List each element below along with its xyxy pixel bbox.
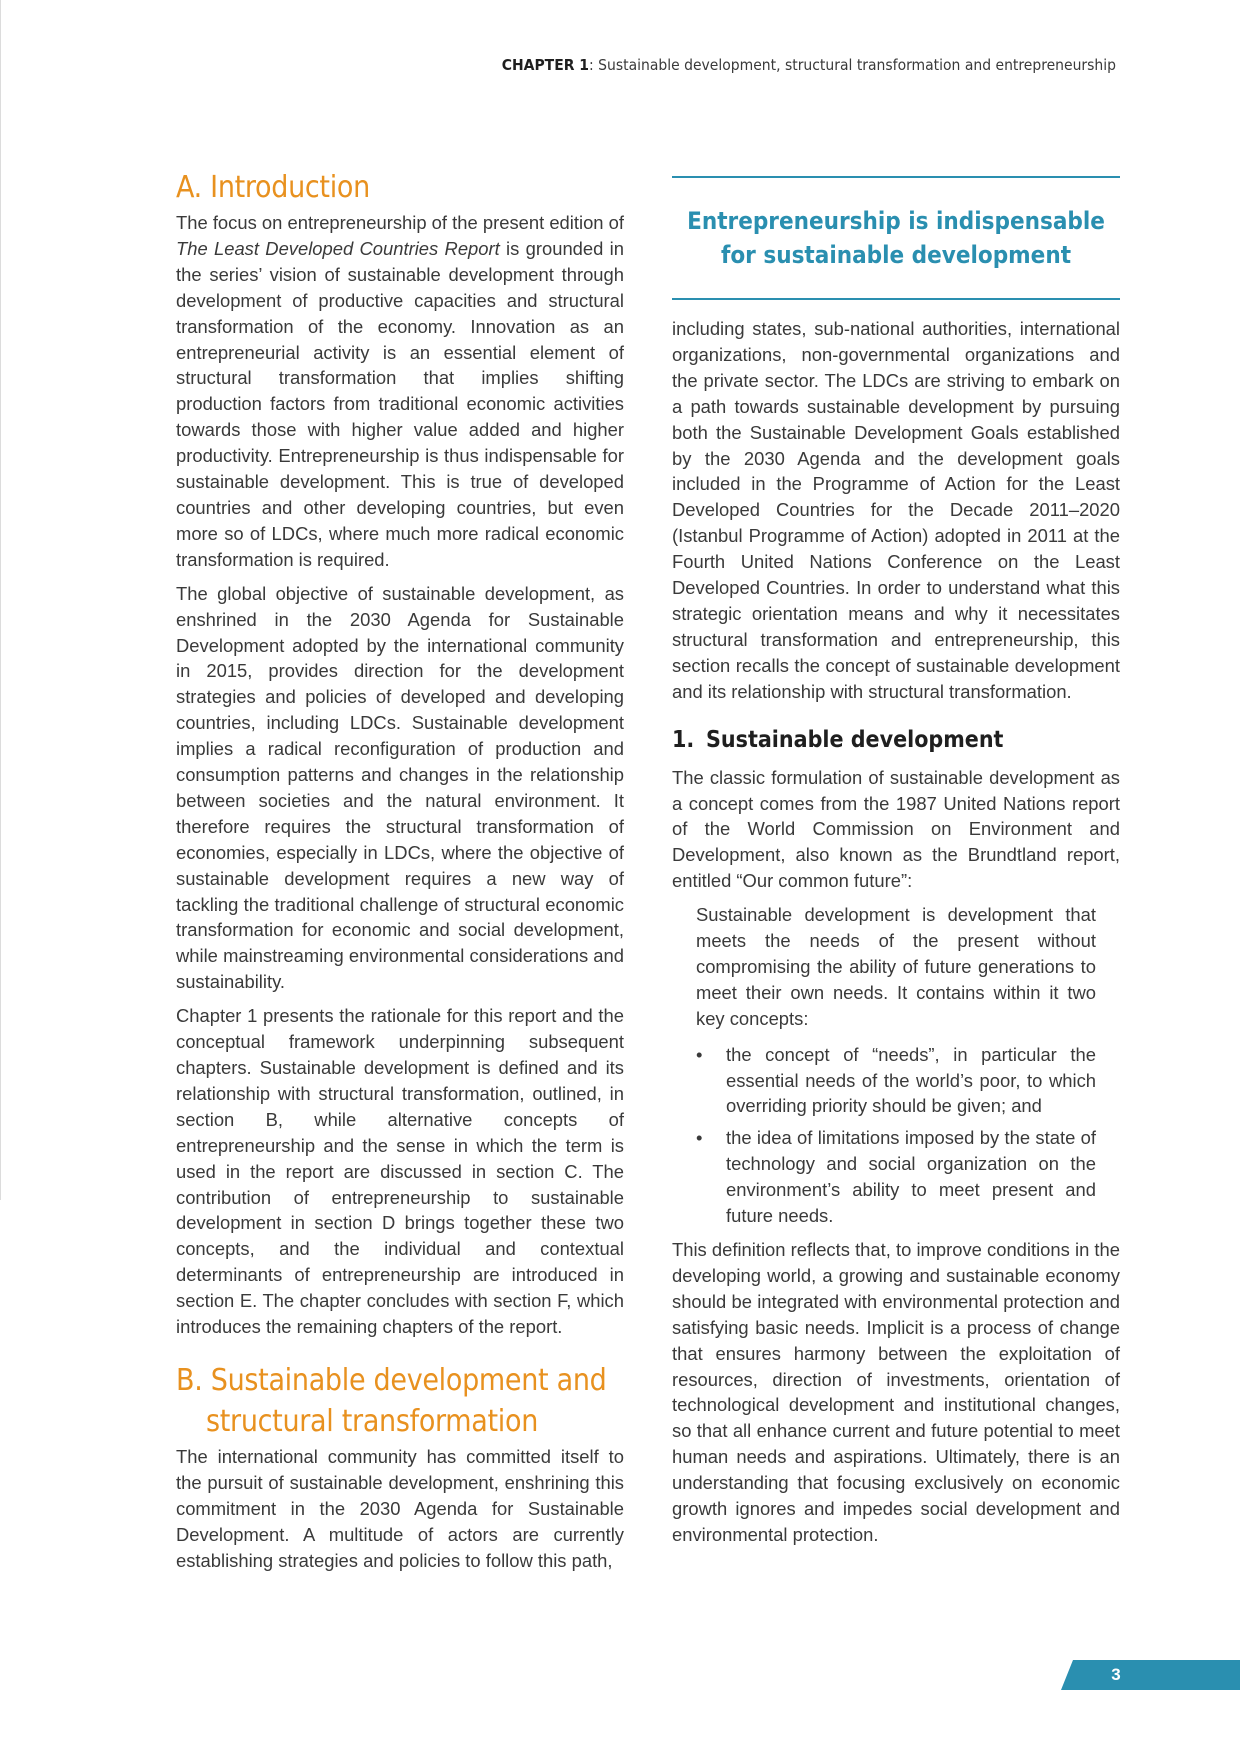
subsection-heading	[672, 725, 1120, 755]
left-column	[176, 165, 624, 1582]
bullet-icon: •	[696, 1043, 703, 1065]
section-a-paragraph-2: The global objective of sustainable development, as enshrined in the 2030 Agenda for Sustainable Development adopted by the international community in 2015, provides direction for the development strategies and policies of developed and developing countries, including LDCs. Sustainable development implies a radical reconfiguration of production and consumption patterns and changes in the relationship between societies and the natural environment. It therefore requires the structural transformation of economies, especially in LDCs, where the objective of sustainable development requires a new way of tackling the traditional challenge of structural economic transformation for economic and social development, while mainstreaming environmental considerations and sustainability.	[176, 582, 624, 993]
page-number: 3	[1111, 1665, 1121, 1684]
section-b-paragraph-1: The international community has committed itself to the pursuit of sustainable development, enshrining this commitment in the 2030 Agenda for Sustainable Development. A multitude of actors are currently establishing strategies and policies to follow this path,	[176, 1445, 624, 1571]
page-edge-line	[0, 0, 1, 1200]
list-item	[696, 1042, 1096, 1120]
bullet-icon: •	[696, 1127, 703, 1149]
chapter-title: : Sustainable development, structural transformation and entrepreneurship	[589, 56, 1116, 74]
chapter-label: CHAPTER 1	[501, 56, 590, 74]
classic-formulation-paragraph: The classic formulation of sustainable development as a concept comes from the 1987 United Nations report of the World Commission on Environment and Development, also known as the Brundtland report, entitled “Our common future”:	[672, 766, 1120, 892]
page-number-tab	[1061, 1660, 1240, 1690]
bullet-text: the idea of limitations imposed by the state of technology and social organization on the environment’s ability to meet present and future needs.	[726, 1127, 1096, 1227]
brundtland-quote	[696, 902, 1096, 1032]
definition-paragraph: This definition reflects that, to improve conditions in the developing world, a growing and sustainable economy should be integrated with environmental protection and satisfying basic needs. Implicit is a process of change that ensures harmony between the exploitation of resources, direction of investments, orientation of technological development and institutional changes, so that all enhance current and future potential to meet human needs and aspirations. Ultimately, there is an understanding that focusing exclusively on economic growth ignores and impedes social development and environmental protection.	[672, 1239, 1120, 1545]
list-item	[696, 1125, 1096, 1229]
running-header	[502, 56, 1116, 74]
right-column	[672, 176, 1120, 1556]
p1-text-end: is grounded in the series’ vision of sustainable development through development of productive capacities and structural transformation of the economy. Innovation as an entrepreneurial activity is an essential element of structural transformation that implies shifting production factors from traditional economic activities towards those with higher value added and higher productivity. Entrepreneurship is thus indispensable for sustainable development. This is true of developed countries and other developing countries, but even more so of LDCs, where much more radical economic transformation is required.	[176, 237, 624, 570]
subsection-title: Sustainable development	[706, 726, 1004, 753]
section-a-paragraph-3: Chapter 1 presents the rationale for this report and the conceptual framework underpinning subsequent chapters. Sustainable development is defined and its relationship with structural transformation, outlined, in section B, while alternative concepts of entrepreneurship and the sense in which the term is used in the report are discussed in section C. The contribution of entrepreneurship to sustainable development in section D brings together these two concepts, and the individual and contextual determinants of entrepreneurship are introduced in section E. The chapter concludes with section F, which introduces the remaining chapters of the report.	[176, 1005, 624, 1338]
section-a-paragraph-1	[176, 210, 624, 573]
p1-text-start: The focus on entrepreneurship of the present edition of	[176, 212, 624, 233]
section-a-heading: A. Introduction	[176, 170, 370, 205]
quote-bullet-list	[696, 1042, 1096, 1229]
bullet-text: the concept of “needs”, in particular the essential needs of the world’s poor, to which overriding priority should be given; and	[726, 1043, 1096, 1117]
subsection-number: 1.	[672, 726, 695, 753]
report-title-italic: The Least Developed Countries Report	[176, 237, 500, 259]
continued-paragraph: including states, sub-national authorities, international organizations, non-governmental organizations and the private sector. The LDCs are striving to embark on a path towards sustainable development by pursuing both the Sustainable Development Goals established by the 2030 Agenda and the development goals included in the Programme of Action for the Least Developed Countries for the Decade 2011–2020 (Istanbul Programme of Action) adopted in 2011 at the Fourth United Nations Conference on the Least Developed Countries. In order to understand what this strategic orientation means and why it necessitates structural transformation and entrepreneurship, this section recalls the concept of sustainable development and its relationship with structural transformation.	[672, 318, 1120, 702]
quote-text: Sustainable development is development that meets the needs of the present without compromising the ability of future generations to meet their own needs. It contains within it two key concepts:	[696, 904, 1096, 1029]
callout-text: Entrepreneurship is indispensable for sustainable development	[687, 207, 1105, 269]
callout-box	[672, 176, 1120, 300]
section-b-heading: B. Sustainable development and structural transformation	[176, 1362, 607, 1439]
